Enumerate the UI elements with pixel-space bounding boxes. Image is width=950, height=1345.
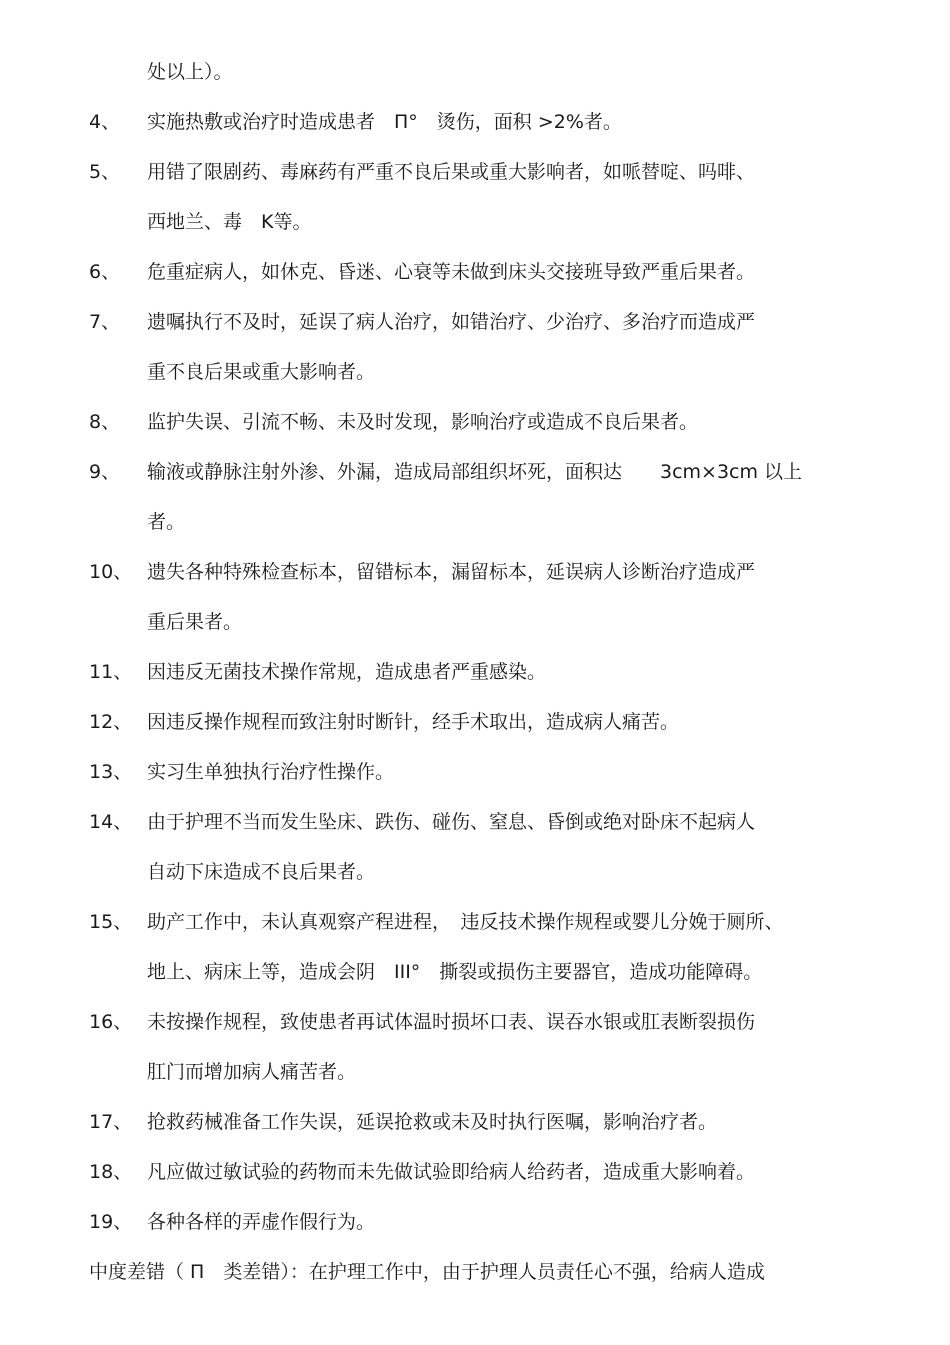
continuation-line: 重不良后果或重大影响者。 — [147, 361, 376, 383]
list-item-text: 抢救药械准备工作失误，延误抢救或未及时执行医嘱，影响治疗者。 — [147, 1111, 718, 1133]
list-item-text: 实施热敷或治疗时造成患者 Π° 烫伤，面积 >2%者。 — [147, 111, 622, 133]
list-item-text: 监护失误、引流不畅、未及时发现，影响治疗或造成不良后果者。 — [147, 411, 699, 433]
list-item-text: 实习生单独执行治疗性操作。 — [147, 761, 395, 783]
list-item-text: 由于护理不当而发生坠床、跌伤、碰伤、窒息、昏倒或绝对卧床不起病人 — [147, 811, 756, 833]
list-item-number: 13、 — [89, 761, 133, 783]
list-item-number: 16、 — [89, 1011, 133, 1033]
continuation-line: 者。 — [147, 511, 186, 533]
list-item-number: 14、 — [89, 811, 133, 833]
list-item-number: 18、 — [89, 1161, 133, 1183]
list-item-number: 19、 — [89, 1211, 133, 1233]
list-item-text: 凡应做过敏试验的药物而未先做试验即给病人给药者，造成重大影响着。 — [147, 1161, 756, 1183]
continuation-line: 重后果者。 — [147, 611, 243, 633]
list-item-text: 因违反无菌技术操作常规，造成患者严重感染。 — [147, 661, 547, 683]
list-item-number: 10、 — [89, 561, 133, 583]
list-item-text: 因违反操作规程而致注射时断针，经手术取出，造成病人痛苦。 — [147, 711, 680, 733]
list-item-text: 未按操作规程，致使患者再试体温时损坏口表、误吞水银或肛表断裂损伤 — [147, 1011, 756, 1033]
list-item-text: 遗嘱执行不及时，延误了病人治疗，如错治疗、少治疗、多治疗而造成严 — [147, 311, 756, 333]
continuation-line: 处以上）。 — [147, 61, 233, 83]
section-heading-line: 中度差错（ Π 类差错）：在护理工作中，由于护理人员责任心不强，给病人造成 — [89, 1261, 765, 1283]
list-item-text: 用错了限剧药、毒麻药有严重不良后果或重大影响者，如哌替啶、吗啡、 — [147, 161, 756, 183]
list-item-number: 6、 — [89, 261, 121, 283]
list-item-number: 5、 — [89, 161, 121, 183]
list-item-text: 各种各样的弄虚作假行为。 — [147, 1211, 376, 1233]
list-item-text: 输液或静脉注射外渗、外漏，造成局部组织坏死，面积达 3cm×3cm 以上 — [147, 461, 803, 483]
list-item-number: 11、 — [89, 661, 133, 683]
list-item-text: 遗失各种特殊检查标本，留错标本，漏留标本，延误病人诊断治疗造成严 — [147, 561, 756, 583]
list-item-number: 7、 — [89, 311, 121, 333]
continuation-line: 自动下床造成不良后果者。 — [147, 861, 376, 883]
list-item-number: 8、 — [89, 411, 121, 433]
list-item-number: 12、 — [89, 711, 133, 733]
list-item-number: 4、 — [89, 111, 121, 133]
continuation-line: 西地兰、毒 K等。 — [147, 211, 312, 233]
list-item-text: 助产工作中，未认真观察产程进程， 违反技术操作规程或婴儿分娩于厕所、 — [147, 911, 784, 933]
list-item-number: 15、 — [89, 911, 133, 933]
list-item-number: 9、 — [89, 461, 121, 483]
list-item-number: 17、 — [89, 1111, 133, 1133]
list-item-text: 危重症病人，如休克、昏迷、心衰等未做到床头交接班导致严重后果者。 — [147, 261, 756, 283]
continuation-line: 地上、病床上等，造成会阴 III° 撕裂或损伤主要器官，造成功能障碍。 — [147, 961, 763, 983]
continuation-line: 肛门而增加病人痛苦者。 — [147, 1061, 357, 1083]
